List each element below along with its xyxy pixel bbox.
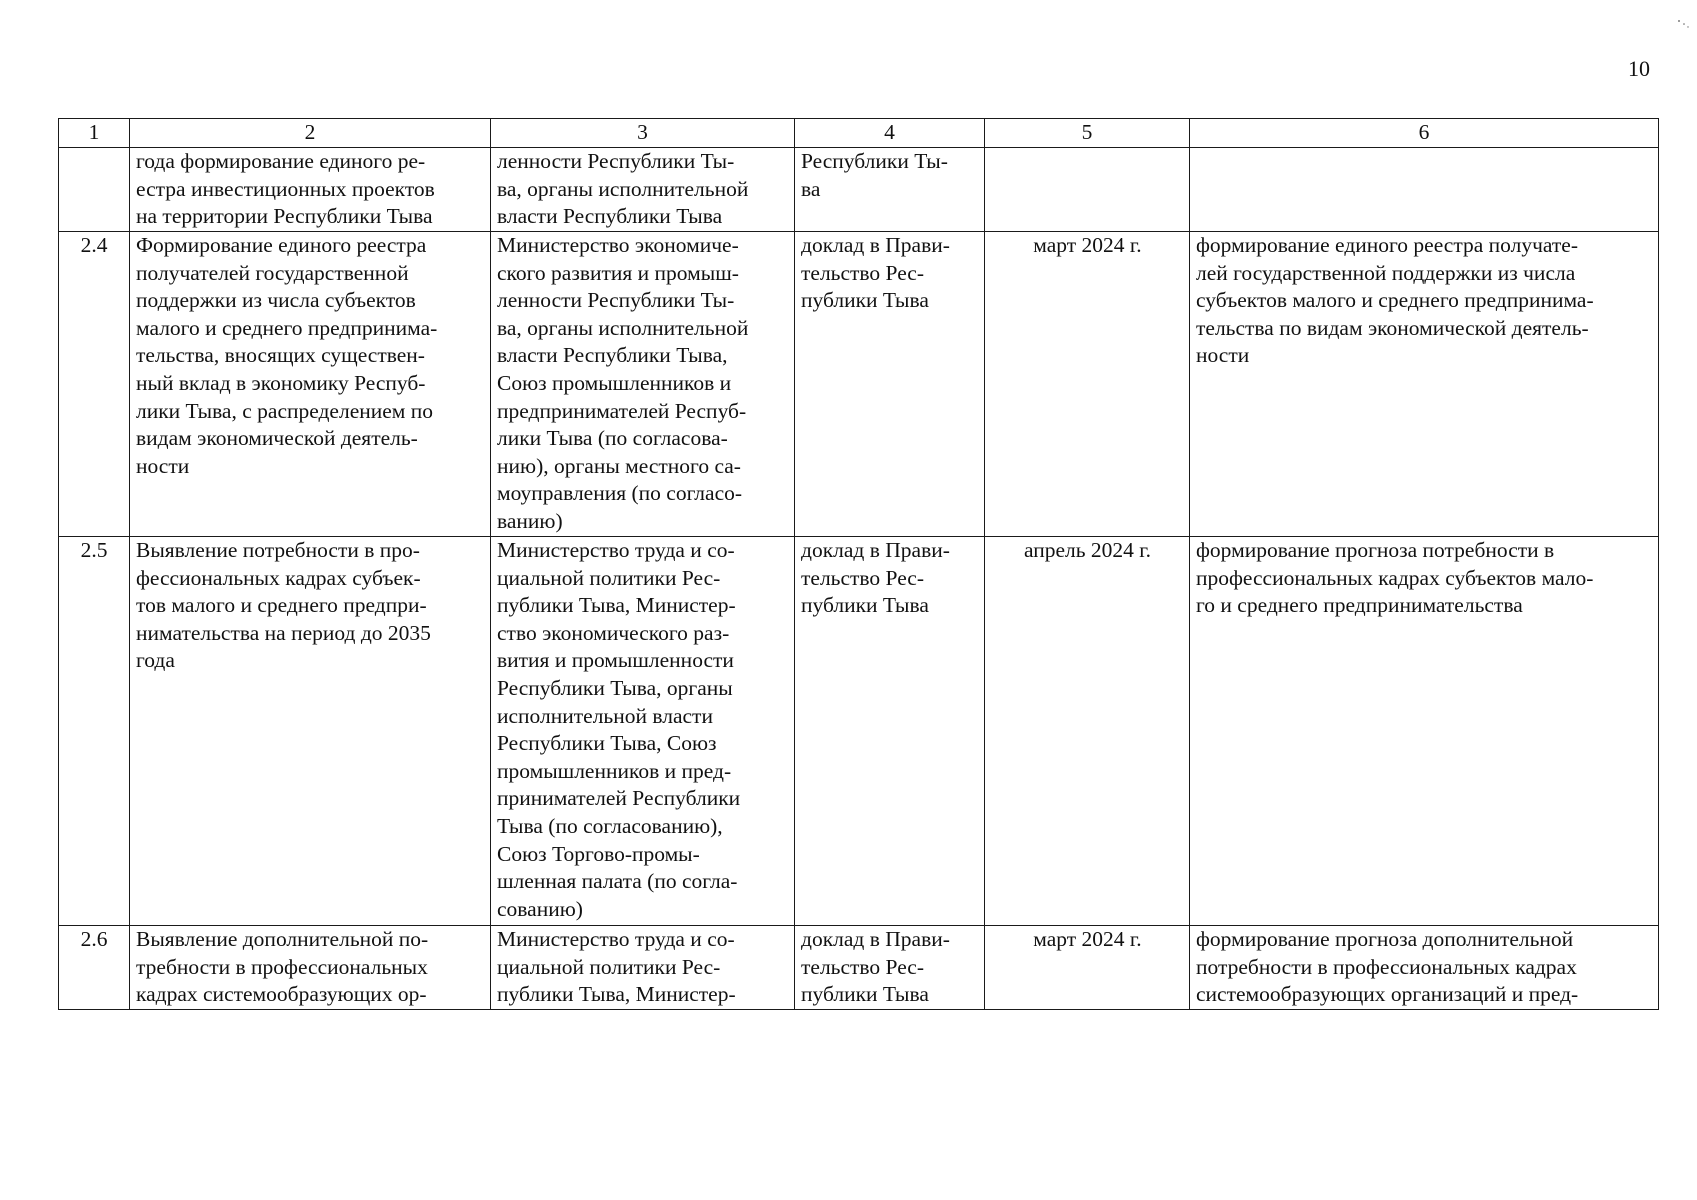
column-number: 6 bbox=[1190, 119, 1659, 148]
expected-result-cell: формирование прогноза потребности в профессиональных кадрах субъектов мало- го и среднего предпринимательства bbox=[1190, 537, 1659, 926]
table-row bbox=[59, 232, 1659, 537]
page-number: 10 bbox=[1628, 56, 1650, 81]
item-number-cell: 2.6 bbox=[59, 926, 130, 1010]
column-number: 4 bbox=[795, 119, 985, 148]
item-number-cell: 2.4 bbox=[59, 232, 130, 537]
executors-cell: Министерство труда и со- циальной политики Рес- публики Тыва, Министер- ство экономического раз- вития и промышленности Республики Тыва, органы исполнительной власти Республики Тыва, Союз промышленников и пред- принимателей Республики Тыва (по согласованию), Союз Торгово-промы- шленная палата (по согла- сованию) bbox=[491, 537, 795, 926]
deadline-cell: апрель 2024 г. bbox=[985, 537, 1190, 926]
expected-result-cell bbox=[1190, 148, 1659, 232]
table-row bbox=[59, 537, 1659, 926]
completion-form-cell: Республики Ты- ва bbox=[795, 148, 985, 232]
column-number: 5 bbox=[985, 119, 1190, 148]
plan-table bbox=[58, 118, 1659, 1010]
deadline-cell bbox=[985, 148, 1190, 232]
expected-result-cell: формирование единого реестра получате- лей государственной поддержки из числа субъектов малого и среднего предпринима- тельства по видам экономической деятель- ности bbox=[1190, 232, 1659, 537]
item-number-cell bbox=[59, 148, 130, 232]
executors-cell: ленности Республики Ты- ва, органы исполнительной власти Республики Тыва bbox=[491, 148, 795, 232]
completion-form-cell: доклад в Прави- тельство Рес- публики Тыва bbox=[795, 537, 985, 926]
activity-cell: Выявление дополнительной по- требности в профессиональных кадрах системообразующих ор- bbox=[130, 926, 491, 1010]
executors-cell: Министерство труда и со- циальной политики Рес- публики Тыва, Министер- bbox=[491, 926, 795, 1010]
activity-cell: Выявление потребности в про- фессиональных кадрах субъек- тов малого и среднего предпри- нимательства на период до 2035 года bbox=[130, 537, 491, 926]
completion-form-cell: доклад в Прави- тельство Рес- публики Тыва bbox=[795, 232, 985, 537]
table-row bbox=[59, 148, 1659, 232]
deadline-cell: март 2024 г. bbox=[985, 926, 1190, 1010]
column-number: 3 bbox=[491, 119, 795, 148]
table-row bbox=[59, 926, 1659, 1010]
column-number-row bbox=[59, 119, 1659, 148]
scan-speck-mark bbox=[1676, 18, 1692, 30]
activity-cell: Формирование единого реестра получателей государственной поддержки из числа субъектов малого и среднего предпринима- тельства, вносящих существен- ный вклад в экономику Респуб- лики Тыва, с распределением по видам экономической деятель- ности bbox=[130, 232, 491, 537]
expected-result-cell: формирование прогноза дополнительной потребности в профессиональных кадрах системообразующих организаций и пред- bbox=[1190, 926, 1659, 1010]
deadline-cell: март 2024 г. bbox=[985, 232, 1190, 537]
item-number-cell: 2.5 bbox=[59, 537, 130, 926]
completion-form-cell: доклад в Прави- тельство Рес- публики Тыва bbox=[795, 926, 985, 1010]
activity-cell: года формирование единого ре- естра инвестиционных проектов на территории Республики Тыва bbox=[130, 148, 491, 232]
executors-cell: Министерство экономиче- ского развития и промыш- ленности Республики Ты- ва, органы исполнительной власти Республики Тыва, Союз промышленников и предпринимателей Респуб- лики Тыва (по согласова- нию), органы местного са- моуправления (по согласо- ванию) bbox=[491, 232, 795, 537]
column-number: 1 bbox=[59, 119, 130, 148]
column-number: 2 bbox=[130, 119, 491, 148]
